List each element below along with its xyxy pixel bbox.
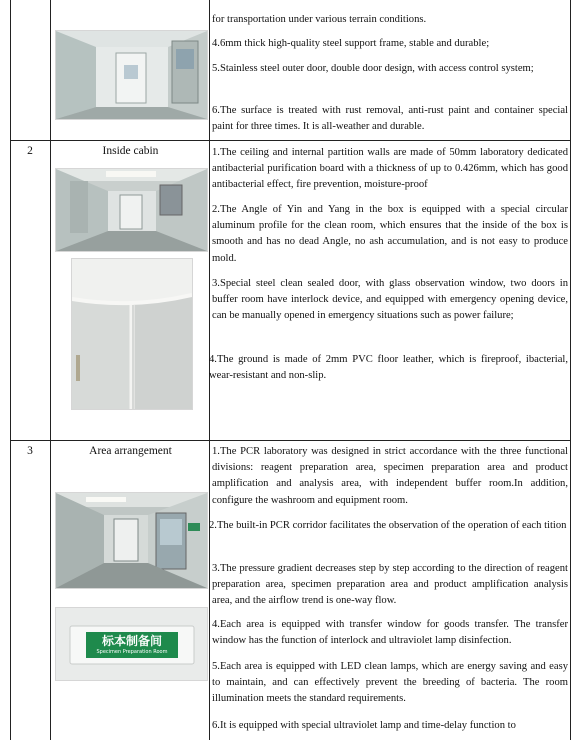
clean-room-corner-profile-photo <box>71 258 193 410</box>
table-border-left <box>10 0 11 740</box>
inside-cabin-corridor-photo <box>55 168 208 252</box>
sign-english-text: Specimen Preparation Room <box>96 649 168 655</box>
row-divider-1 <box>10 140 571 141</box>
row2-paragraph-2: 2.The Angle of Yin and Yang in the box is equipped with a special circular aluminum profile for the clean room, which ensures that the inside of the box is smooth and has no dead Angle, no ash accumulation, and is not easy to produce mold. <box>212 204 568 264</box>
row2-name: Inside cabin <box>102 145 159 157</box>
row2-paragraph-3: 3.Special steel clean sealed door, with glass observation window, two doors in buffer room have interlock device, and equipped with emergency opening device, can be manually opened in emergency situations such as power failure; <box>212 278 568 322</box>
document-table <box>10 0 571 740</box>
container-exterior-door-photo <box>55 30 208 120</box>
row2-paragraph-1: 1.The ceiling and internal partition walls are made of 50mm laboratory dedicated antibacterial purification board with a thickness of up to 0.426mm, which has good antibacterial effect, fire prevention, moisture-proof <box>212 147 568 191</box>
row3-paragraph-2: 2.The built-in PCR corridor facilitates the observation of the operation of each tition <box>209 520 567 531</box>
row1-paragraph-1: for transportation under various terrain conditions. <box>212 14 427 25</box>
row1-paragraph-3: 5.Stainless steel outer door, double door design, with access control system; <box>212 63 534 74</box>
row-divider-2 <box>10 440 571 441</box>
row3-paragraph-5: 5.Each area is equipped with LED clean lamps, which are energy saving and easy to maintain, and can effectively prevent the breeding of bacteria. The room illumination meets the standard requirements. <box>212 661 568 705</box>
table-border-right <box>570 0 571 740</box>
row3-paragraph-4: 4.Each area is equipped with transfer window for goods transfer. The transfer window has the function of interlock and ultraviolet lamp disinfection. <box>212 619 568 647</box>
row2-number: 2 <box>27 145 33 157</box>
row2-paragraph-4: 4.The ground is made of 2mm PVC floor leather, which is fireproof, ibacterial, wear-resistant and non-slip. <box>209 354 568 382</box>
row1-paragraph-2: 4.6mm thick high-quality steel support frame, stable and durable; <box>212 38 490 49</box>
specimen-preparation-room-sign-photo <box>55 607 208 681</box>
row3-paragraph-1: 1.The PCR laboratory was designed in strict accordance with the three functional divisions: reagent preparation area, specimen preparation area and product amplification and analysis area, with independent buffer room.In addition, configure the washroom and equipment room. <box>212 446 568 506</box>
row3-paragraph-3: 3.The pressure gradient decreases step by step according to the direction of reagent preparation area, specimen preparation area and product amplification analysis area, and the airflow trend is one-way flow. <box>212 563 568 607</box>
pcr-corridor-photo <box>55 492 208 589</box>
sign-panel <box>86 632 178 658</box>
sign-chinese-text: 标本制备间 <box>101 634 162 648</box>
row1-paragraph-4: 6.The surface is treated with rust removal, anti-rust paint and container special paint for three times. It is all-weather and durable. <box>212 105 568 133</box>
row3-name: Area arrangement <box>89 445 172 457</box>
column-divider-number <box>50 0 51 740</box>
row3-paragraph-6: 6.It is equipped with special ultraviolet lamp and time-delay function to <box>212 720 516 731</box>
row3-number: 3 <box>27 445 33 457</box>
